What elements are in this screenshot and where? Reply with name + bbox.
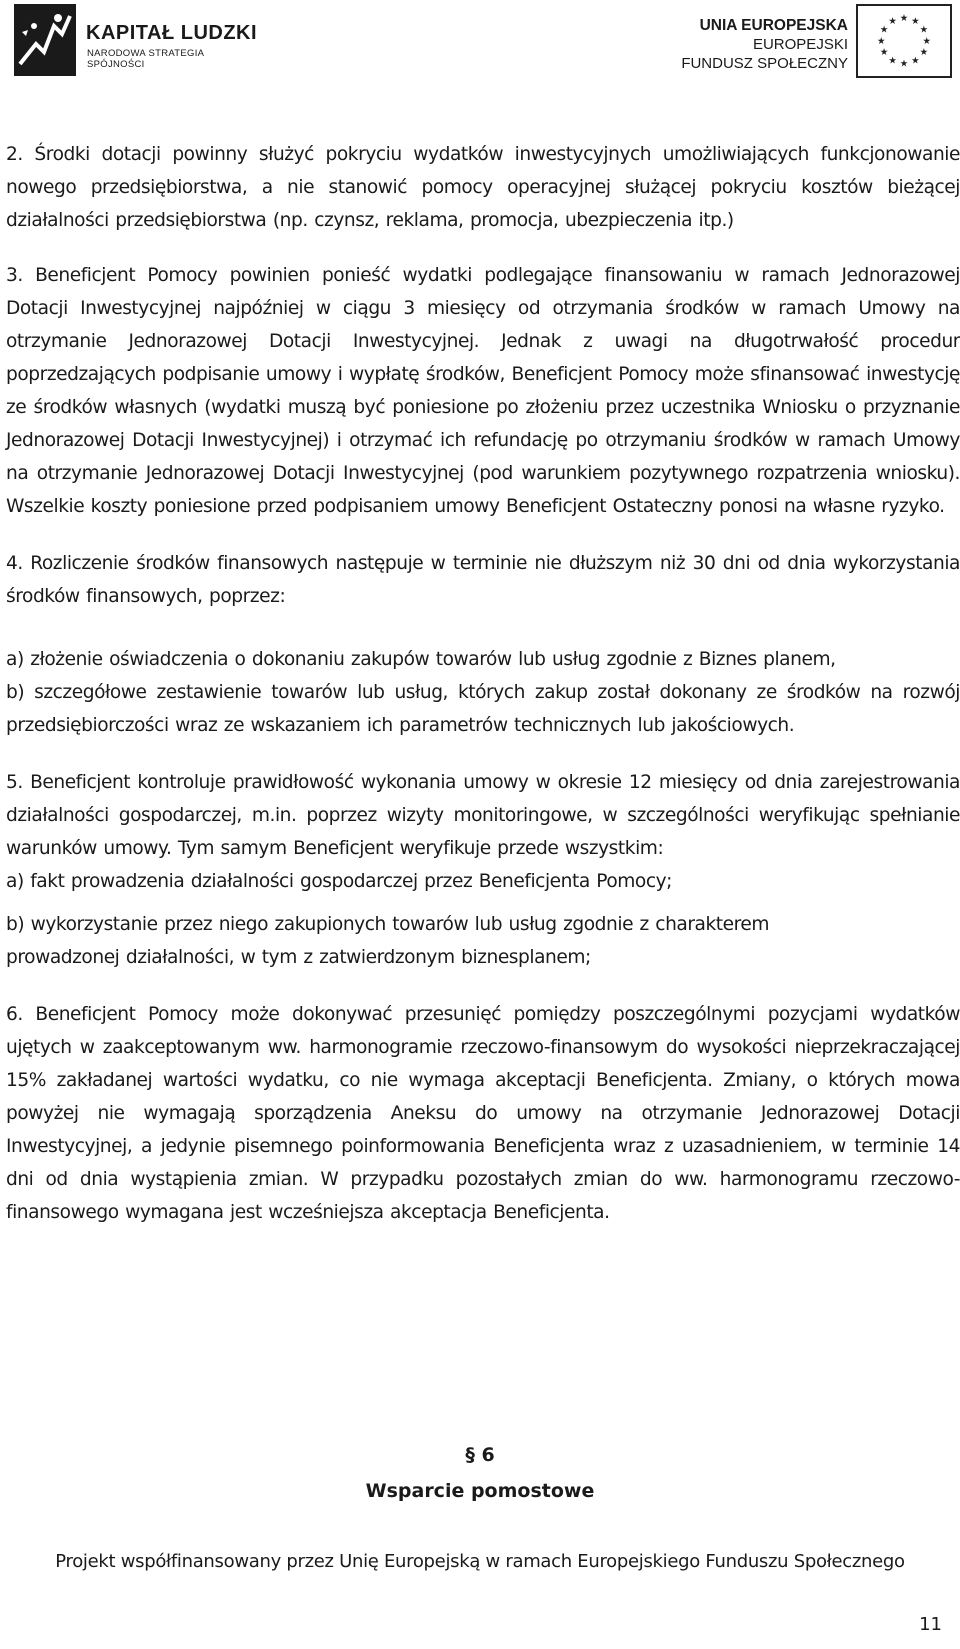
eu-logo-text xyxy=(681,16,848,73)
svg-text:★: ★ xyxy=(922,35,931,47)
svg-text:★: ★ xyxy=(899,58,909,70)
footer-text: Projekt współfinansowany przez Unię Europejską w ramach Europejskiego Funduszu Społecznego xyxy=(55,1551,905,1572)
paragraph-5b-line1: b) wykorzystanie przez niego zakupionych towarów lub usług zgodnie z charakterem xyxy=(6,914,770,935)
document-body xyxy=(6,138,960,1229)
svg-text:★: ★ xyxy=(888,55,897,67)
eu-logo-line1: UNIA EUROPEJSKA xyxy=(699,17,848,34)
kapital-ludzki-emblem-icon xyxy=(14,4,76,76)
svg-text:★: ★ xyxy=(879,24,889,36)
paragraph-6: 6. Beneficjent Pomocy może dokonywać przesunięć pomiędzy poszczególnymi pozycjami wydatków ujętych w zaakceptowanym ww. harmonogramie rzeczowo-finansowym do wysokości nieprzekraczającej 15% zakładanej wartości wydatku, co nie wymaga akceptacji Beneficjenta. Zmiany, o których mowa powyżej nie wymagają sporządzenia Aneksu do umowy na otrzymanie Jednorazowej Dotacji Inwestycyjnej, a jedynie pisemnego poinformowania Beneficjenta wraz z uzasadnieniem, w terminie 14 dni od dnia wystąpienia zmian. W przypadku pozostałych zmian do ww. harmonogramu rzeczowo-finansowego wymagana jest wcześniejsza akceptacja Beneficjenta. xyxy=(6,1004,960,1223)
svg-text:★: ★ xyxy=(899,13,909,25)
paragraph-5a: a) fakt prowadzenia działalności gospodarczej przez Beneficjenta Pomocy; xyxy=(6,871,672,892)
section-number: § 6 xyxy=(465,1444,495,1466)
svg-text:★: ★ xyxy=(879,47,889,59)
paragraph-4: 4. Rozliczenie środków finansowych następuje w terminie nie dłuższym niż 30 dni od dnia wykorzystania środków finansowych, poprzez: xyxy=(6,553,960,607)
logo-subtitle: NARODOWA STRATEGIA SPÓJNOŚCI xyxy=(87,48,204,70)
kapital-ludzki-logo xyxy=(14,4,264,76)
paragraph-4a: a) złożenie oświadczenia o dokonaniu zakupów towarów lub usług zgodnie z Biznes planem, xyxy=(6,649,836,670)
paragraph-4b: b) szczegółowe zestawienie towarów lub usług, których zakup został dokonany ze środków na rozwój przedsiębiorczości wraz ze wskazaniem ich parametrów technicznych lub jakościowych. xyxy=(6,682,960,736)
svg-text:★: ★ xyxy=(888,15,897,27)
svg-text:★: ★ xyxy=(911,55,920,67)
eu-flag-icon xyxy=(856,4,952,78)
section-title: Wsparcie pomostowe xyxy=(365,1480,595,1502)
paragraph-2: 2. Środki dotacji powinny służyć pokryciu wydatków inwestycyjnych umożliwiających funkcjonowanie nowego przedsiębiorstwa, a nie stanowić pomocy operacyjnej służącej pokryciu kosztów bieżącej działalności przedsiębiorstwa (np. czynsz, reklama, promocja, ubezpieczenia itp.) xyxy=(6,144,960,231)
svg-text:★: ★ xyxy=(877,35,886,47)
svg-text:★: ★ xyxy=(919,24,929,36)
logo-title: KAPITAŁ LUDZKI xyxy=(86,22,258,44)
eu-logo xyxy=(652,4,952,78)
paragraph-5: 5. Beneficjent kontroluje prawidłowość wykonania umowy w okresie 12 miesięcy od dnia zarejestrowania działalności gospodarczej, m.in. poprzez wizyty monitoringowe, w szczególności weryfikując spełnianie warunków umowy. Tym samym Beneficjent weryfikuje przede wszystkim: xyxy=(6,772,960,859)
paragraph-5b-line2: prowadzonej działalności, w tym z zatwierdzonym biznesplanem; xyxy=(6,947,591,968)
eu-logo-line3: FUNDUSZ SPOŁECZNY xyxy=(681,55,848,72)
eu-logo-line2: EUROPEJSKI xyxy=(752,36,848,53)
svg-text:★: ★ xyxy=(919,47,929,59)
svg-text:★: ★ xyxy=(911,15,920,27)
paragraph-3: 3. Beneficjent Pomocy powinien ponieść wydatki podlegające finansowaniu w ramach Jednorazowej Dotacji Inwestycyjnej najpóźniej w ciągu 3 miesięcy od otrzymania środków w ramach Umowy na otrzymanie Jednorazowej Dotacji Inwestycyjnej. Jednak z uwagi na długotrwałość procedur poprzedzających podpisanie umowy i wypłatę środków, Beneficjent Pomocy może sfinansować inwestycję ze środków własnych (wydatki muszą być poniesione po złożeniu przez uczestnika Wniosku o przyznanie Jednorazowej Dotacji Inwestycyjnej) i otrzymać ich refundację po otrzymaniu środków w ramach Umowy na otrzymanie Jednorazowej Dotacji Inwestycyjnej (pod warunkiem pozytywnego rozpatrzenia wniosku). Wszelkie koszty poniesione przed podpisaniem umowy Beneficjent Ostateczny ponosi na własne ryzyko. xyxy=(6,265,960,517)
page-number: 11 xyxy=(919,1614,942,1635)
